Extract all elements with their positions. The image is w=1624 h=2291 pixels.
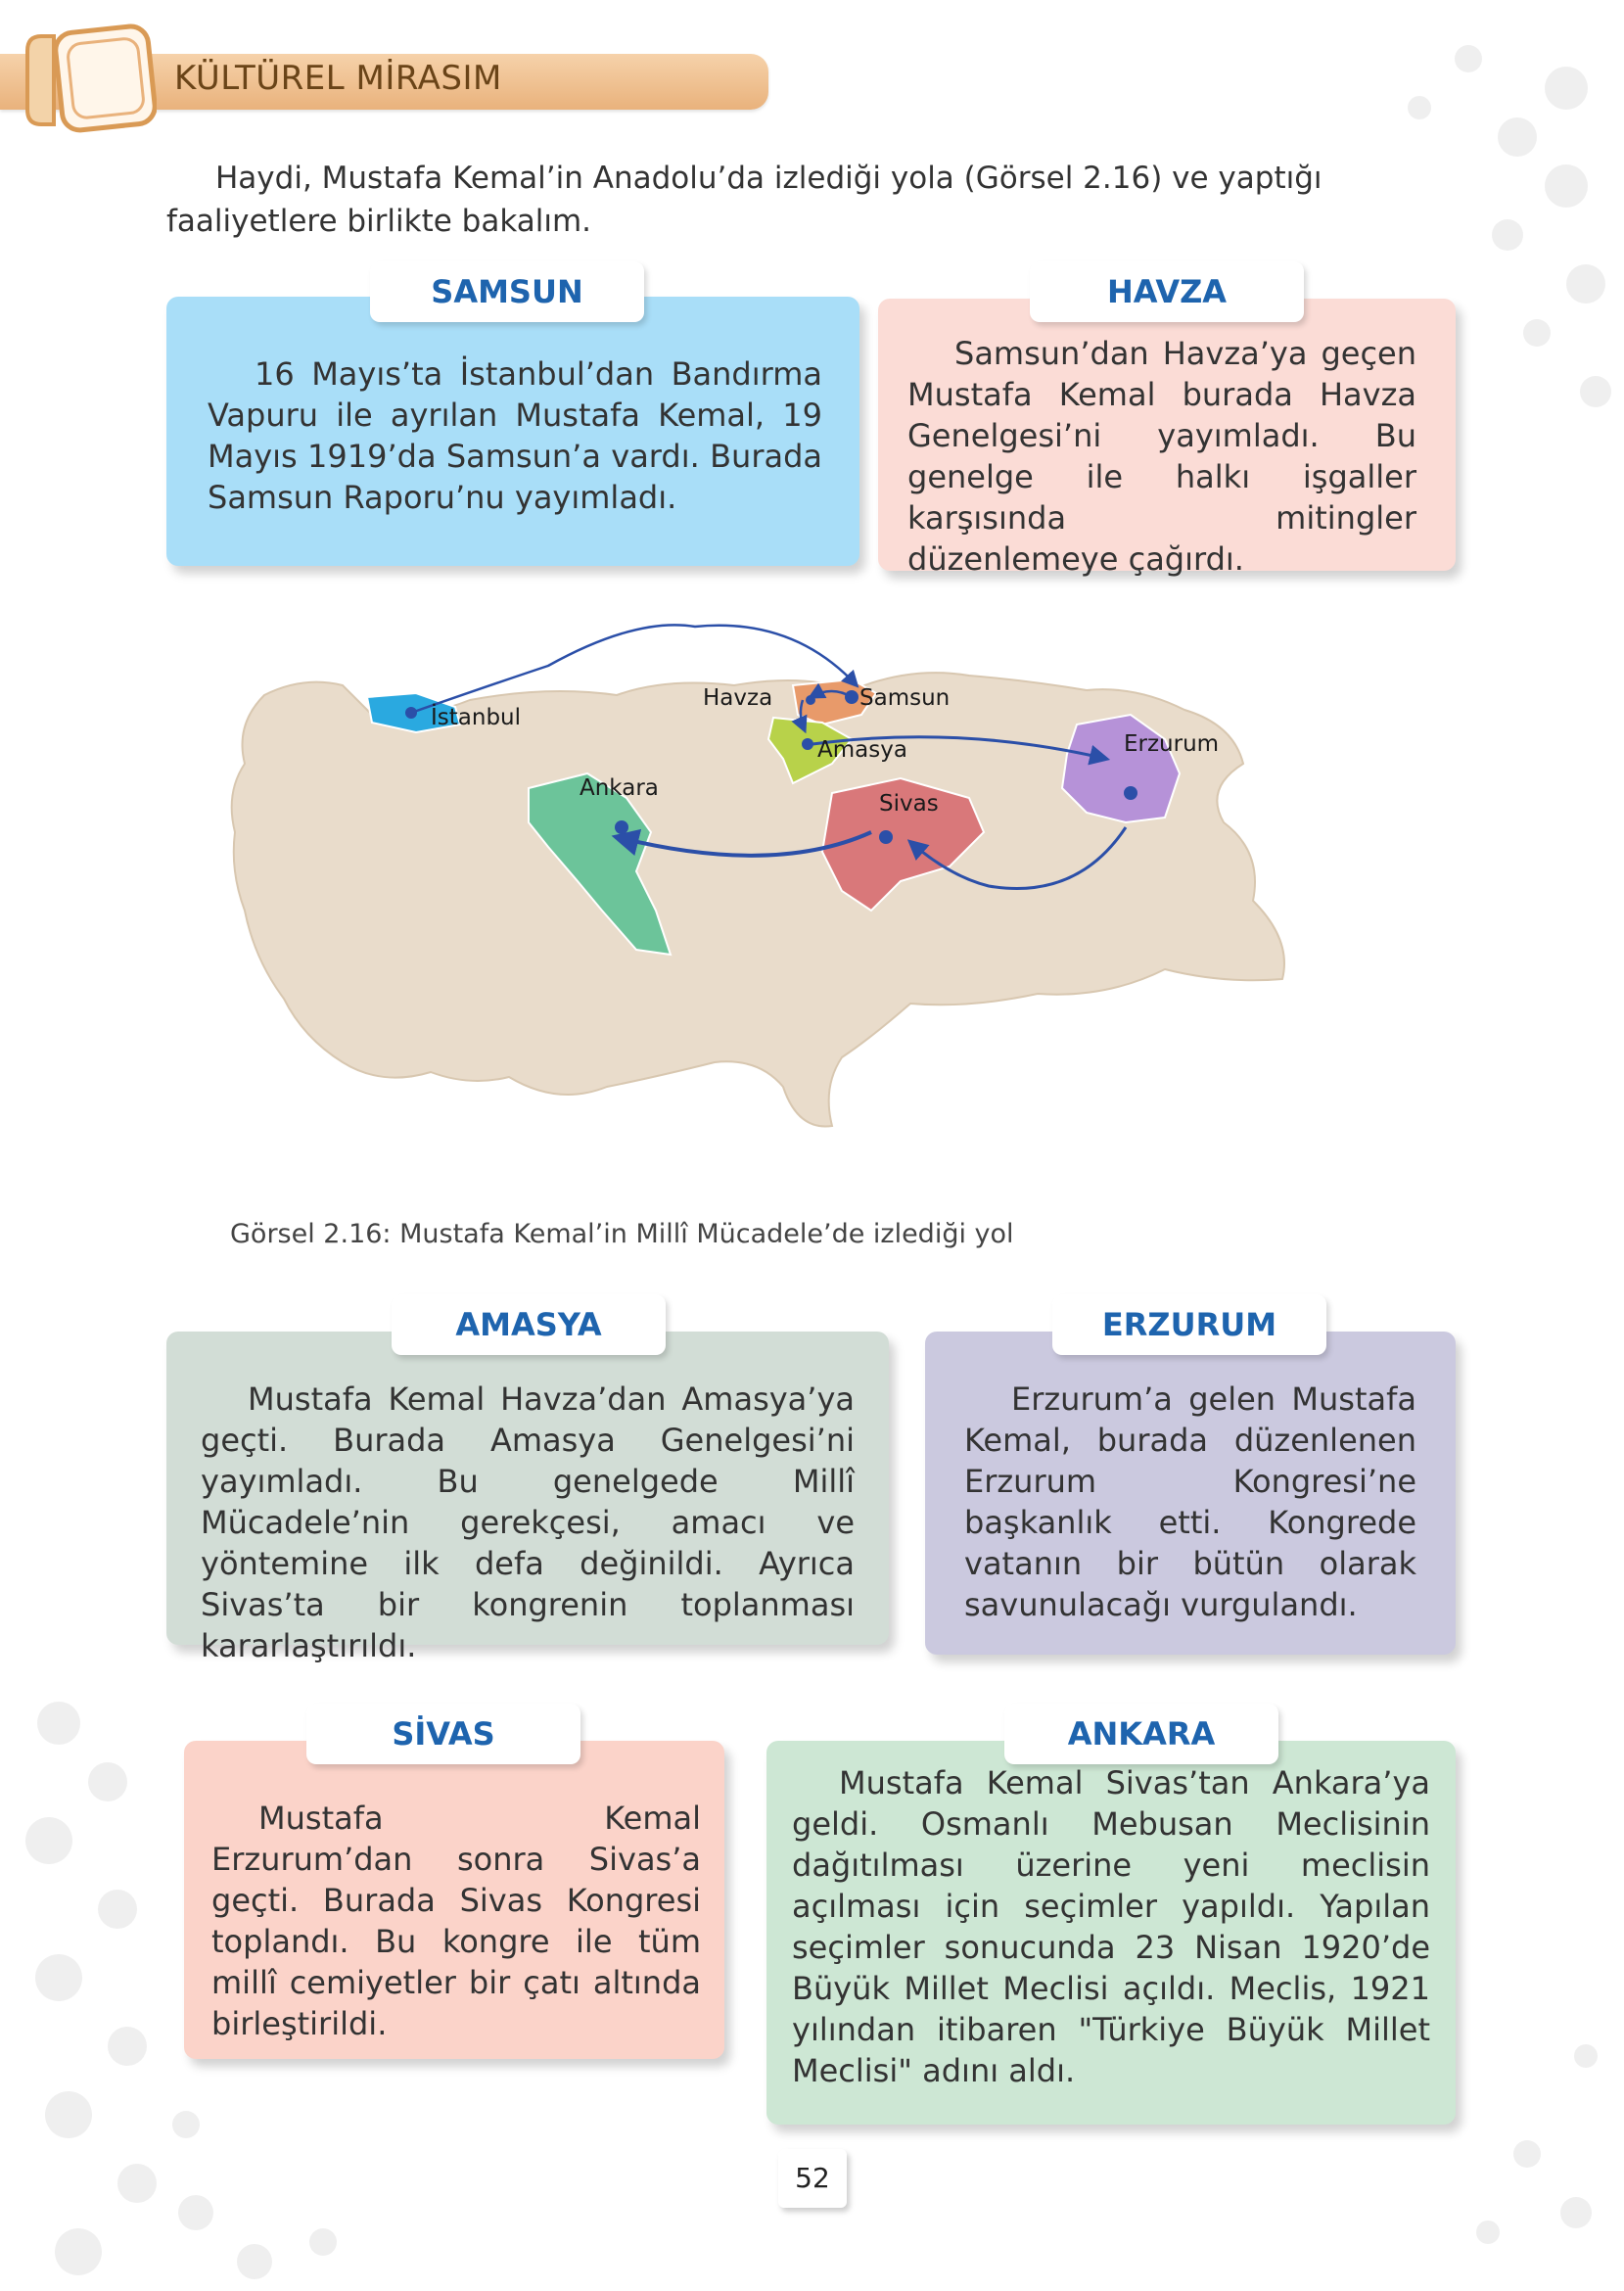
samsun-text: 16 Mayıs’ta İstanbul’dan Bandırma Vapuru ile ayrılan Mustafa Kemal, 19 Mayıs 1919’da Samsun’a vardı. Burada Samsun Raporu’nu yayımladı. xyxy=(208,355,822,516)
amasya-title: AMASYA xyxy=(392,1294,666,1355)
ankara-text: Mustafa Kemal Sivas’tan Ankara’ya geldi. Osmanlı Mebusan Meclisinin dağıtılması üzerine yeni meclisin açılması için seçimler yapıldı. Yapılan seçimler sonucunda 23 Nisan 1920’de Büyük Millet Meclisi açıldı. Meclis, 1921 yılından itibaren "Türkiye Büyük Millet Meclisi" adını aldı. xyxy=(792,1764,1430,2089)
havza-box xyxy=(878,273,1456,578)
route-map xyxy=(225,617,1400,1146)
intro-paragraph: Haydi, Mustafa Kemal’in Anadolu’da izlediği yola (Görsel 2.16) ve yaptığı faaliyetlere birlikte bakalım. xyxy=(166,161,1322,239)
amasya-box xyxy=(166,1306,889,1664)
map-label-sivas: Sivas xyxy=(879,791,939,817)
havza-text: Samsun’dan Havza’ya geçen Mustafa Kemal burada Havza Genelgesi’ni yayımladı. Bu genelge ile halkı işgaller karşısında mitingler düzenlemeye çağırdı. xyxy=(907,335,1416,578)
sivas-title: SİVAS xyxy=(306,1704,580,1764)
samsun-box xyxy=(166,273,859,566)
map-label-istanbul: İstanbul xyxy=(431,705,522,730)
map-label-samsun: Samsun xyxy=(859,685,951,711)
havza-title: HAVZA xyxy=(1030,261,1304,322)
map-label-havza: Havza xyxy=(703,685,773,711)
sivas-text: Mustafa Kemal Erzurum’dan sonra Sivas’a geçti. Burada Sivas Kongresi toplandı. Bu kongre ile tüm millî cemiyetler bir çatı altında birleştirildi. xyxy=(211,1800,701,2042)
map-label-ankara: Ankara xyxy=(580,775,659,801)
erzurum-text: Erzurum’a gelen Mustafa Kemal, burada düzenlenen Erzurum Kongresi’ne başkanlık etti. Kongrede vatanın bir bütün olarak savunulacağı vurgulandı. xyxy=(964,1380,1416,1623)
page-number: 52 xyxy=(778,2149,847,2208)
erzurum-box xyxy=(925,1306,1456,1655)
map-label-amasya: Amasya xyxy=(817,737,907,763)
sivas-box xyxy=(184,1715,724,2059)
map-label-erzurum: Erzurum xyxy=(1124,731,1220,757)
ankara-title: ANKARA xyxy=(1004,1704,1278,1764)
amasya-text: Mustafa Kemal Havza’dan Amasya’ya geçti. Burada Amasya Genelgesi’ni yayımladı. Bu genelgede Millî Mücadele’nin gerekçesi, amacı ve yöntemine ilk defa değinildi. Ayrıca Sivas’ta bir kongrenin toplanması kararlaştırıldı. xyxy=(201,1380,855,1664)
erzurum-title: ERZURUM xyxy=(1052,1294,1326,1355)
samsun-title: SAMSUN xyxy=(370,261,644,322)
book-frame-icon xyxy=(20,22,157,139)
ankara-box xyxy=(766,1715,1456,2125)
figure-caption: Görsel 2.16: Mustafa Kemal’in Millî Mücadele’de izlediği yol xyxy=(230,1219,1014,1249)
section-title: KÜLTÜREL MİRASIM xyxy=(174,59,502,98)
